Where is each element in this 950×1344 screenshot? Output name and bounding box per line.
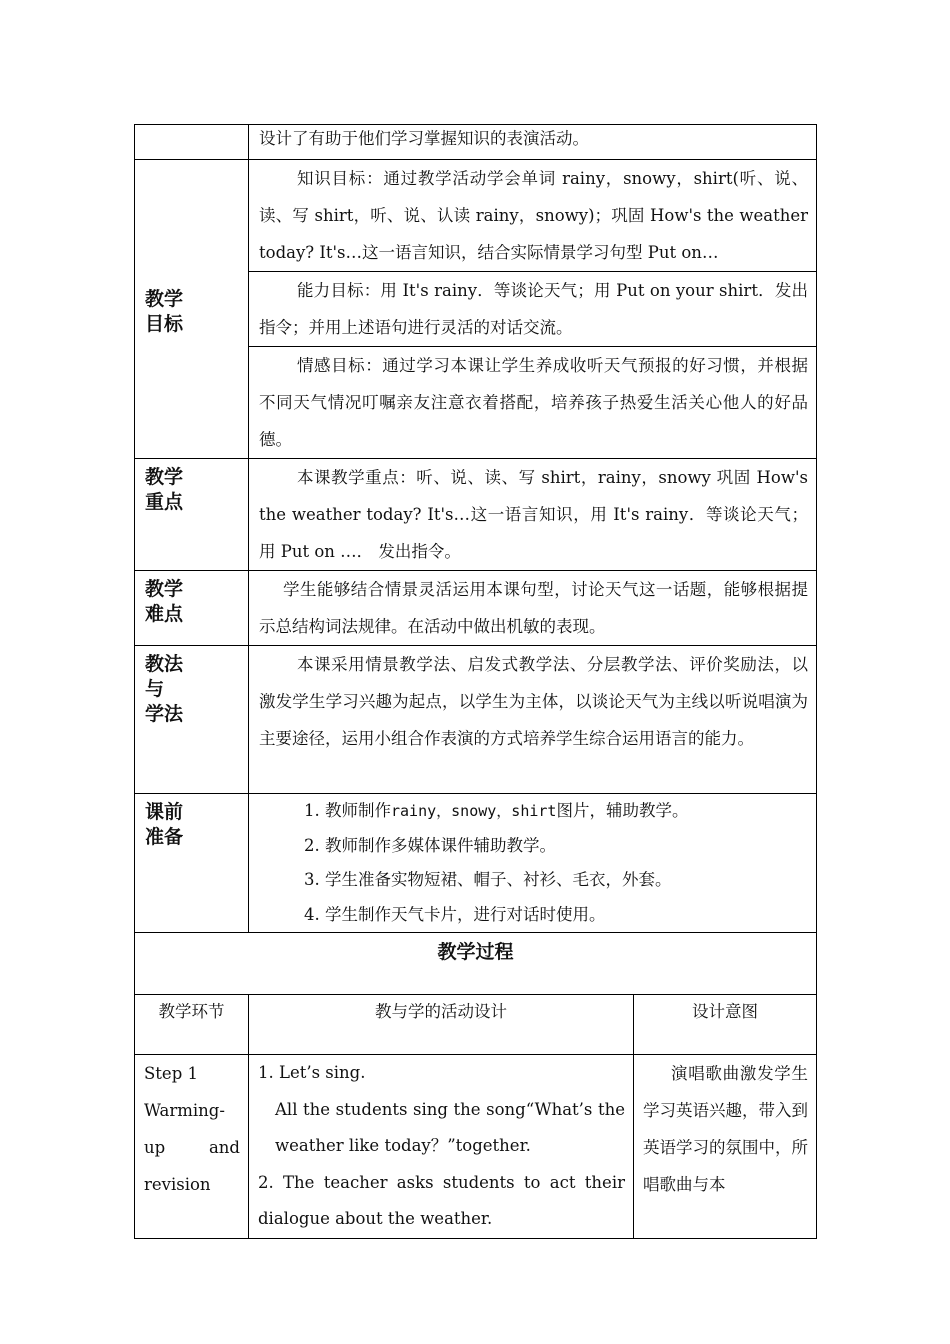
- key-points-text: 本课教学重点：听、说、读、写 shirt，rainy，snowy 巩固 How's the weather today? It's…这一语言知识，用 It's rainy．等谈论天气；用 Put on …． 发出指令。: [249, 459, 817, 571]
- activity-line: All the students sing the song“What’s the weather like today？”together.: [275, 1099, 625, 1155]
- list-item: 4. 学生制作天气卡片，进行对话时使用。: [304, 904, 606, 924]
- objectives-knowledge-row: [135, 160, 817, 272]
- stage-line: revision: [144, 1175, 211, 1194]
- intent-header: 设计意图: [634, 995, 817, 1055]
- intro-row: [135, 125, 817, 160]
- activity-line: 1. Let’s sing.: [258, 1063, 366, 1082]
- difficulties-label-line: 教学: [145, 578, 184, 600]
- objectives-label: [135, 160, 249, 459]
- key-points-label: [135, 459, 249, 571]
- key-points-label-line: 重点: [145, 491, 184, 513]
- intro-label-cell: [135, 125, 249, 160]
- methods-row: [135, 646, 817, 794]
- key-points-label-line: 教学: [145, 466, 184, 488]
- methods-text: 本课采用情景教学法、启发式教学法、分层教学法、评价奖励法，以激发学生学习兴趣为起点，以学生为主体，以谈论天气为主线以听说唱演为主要途径，运用小组合作表演的方式培养学生综合运用语言的能力。: [249, 646, 817, 794]
- difficulties-text: 学生能够结合情景灵活运用本课句型，讨论天气这一话题，能够根据提示总结构词法规律。在活动中做出机敏的表现。: [249, 571, 817, 646]
- objectives-label-line: 教学: [145, 288, 184, 310]
- methods-label-line: 与: [145, 678, 165, 700]
- ability-objective: 能力目标：用 It's rainy．等谈论天气；用 Put on your shirt．发出指令；并用上述语句进行灵活的对话交流。: [249, 272, 817, 347]
- list-item: 3. 学生准备实物短裙、帽子、衬衫、毛衣，外套。: [304, 870, 672, 889]
- stage-line: up and: [144, 1138, 240, 1157]
- step1-intent: 演唱歌曲激发学生学习英语兴趣，带入到英语学习的氛围中，所唱歌曲与本: [634, 1055, 817, 1239]
- preparation-label-line: 准备: [145, 826, 184, 848]
- preparation-row: [135, 794, 817, 933]
- objectives-label-line: 目标: [145, 313, 184, 335]
- difficulties-label: [135, 571, 249, 646]
- step1-row: [135, 1055, 817, 1239]
- process-title: 教学过程: [135, 933, 817, 995]
- knowledge-objective: 知识目标：通过教学活动学会单词 rainy，snowy，shirt(听、说、读、写 shirt，听、说、认读 rainy，snowy)；巩固 How's the weather today? It's…这一语言知识，结合实际情景学习句型 Put on…: [249, 160, 817, 272]
- preparation-label: [135, 794, 249, 933]
- activity-line: 2. The teacher asks students to act their dialogue about the weather.: [258, 1172, 625, 1228]
- stage-header: 教学环节: [135, 995, 249, 1055]
- methods-label-line: 学法: [145, 703, 184, 725]
- lesson-plan-table: [134, 124, 817, 1239]
- activity-header: 教与学的活动设计: [249, 995, 634, 1055]
- methods-label: [135, 646, 249, 794]
- emotion-objective: 情感目标：通过学习本课让学生养成收听天气预报的好习惯，并根据不同天气情况叮嘱亲友注意衣着搭配，培养孩子热爱生活关心他人的好品德。: [249, 347, 817, 459]
- step1-activity: [249, 1055, 634, 1239]
- list-item: 2. 教师制作多媒体课件辅助教学。: [304, 835, 556, 855]
- preparation-list: [249, 794, 817, 933]
- preparation-label-line: 课前: [145, 801, 184, 823]
- methods-label-line: 教法: [145, 653, 184, 675]
- difficulties-row: [135, 571, 817, 646]
- process-title-row: [135, 933, 817, 995]
- process-header-row: [135, 995, 817, 1055]
- difficulties-label-line: 难点: [145, 603, 184, 625]
- list-item: 1. 教师制作rainy，snowy，shirt图片，辅助教学。: [304, 801, 689, 820]
- stage-line: Step 1: [144, 1064, 199, 1083]
- intro-text: 设计了有助于他们学习掌握知识的表演活动。: [249, 125, 817, 160]
- key-points-row: [135, 459, 817, 571]
- stage-line: Warming-: [144, 1101, 225, 1120]
- step1-stage: [135, 1055, 249, 1239]
